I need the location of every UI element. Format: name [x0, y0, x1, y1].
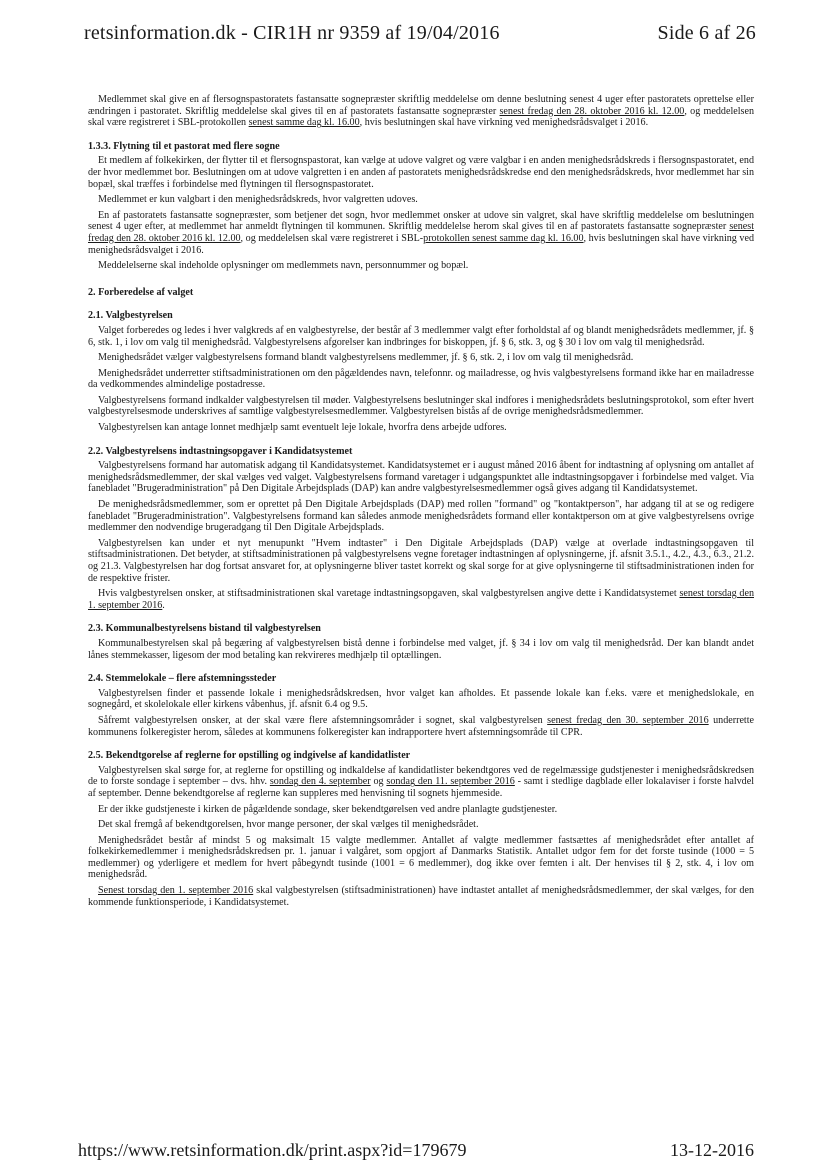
paragraph: Hvis valgbestyrelsen onsker, at stiftsadministrationen skal varetage indtastningsopgaven, skal valgbestyrelsen angive dette i Kandidatsystemet senest torsdag den 1. september 2016.: [88, 588, 754, 611]
paragraph: Et medlem af folkekirken, der flytter til et flersognspastorat, kan vælge at udove valgret og være valgbar i en anden menighedsrådskreds i flersognspastoratet, end der hvor medlemmet bor. Beslutningen om at udove valgretten i en anden af pastoratets menighedsrådskredse end den menighedsrådskreds, hvor medlemmet har sin bopæl, skal træffes i forbindelse med flytningen til flersognspastoratet.: [88, 155, 754, 190]
deadline-text: sondag den 11. september 2016: [386, 776, 515, 788]
deadline-text: senest torsdag den 1. september 2016: [88, 588, 754, 611]
deadline-text: senest samme dag kl. 16.00: [248, 117, 360, 129]
paragraph: Valgbestyrelsens formand har automatisk adgang til Kandidatsystemet. Kandidatsystemet er i august måned 2016 åbent for indtastning af oplysning om antallet af menighedsrådsmedlemmer, der skal vælges ved valget. Valgbestyrelsens formand varetager i udgangspunktet alle indtastningsopgaver i forbindelse med valget. Via fanebladet "Brugeradministration" på Den Digitale Arbejdsplads (DAP) kan andre valgbestyrelsesmedlemmer også gives adgang til Kandidatsystemet.: [88, 460, 754, 495]
page-number: Side 6 af 26: [657, 22, 756, 44]
paragraph: Valgbestyrelsen skal sørge for, at reglerne for opstilling og indkaldelse af kandidatlister bekendtgores ved de regelmæssige gudstjenester i menighedsrådskredsen de to forste sondage i september – dvs. hhv. sondag den 4. september og sondag den 11. september 2016 - samt i stedlige dagblade eller lokalaviser i forste halvdel af september. Denne bekendtgorelse af reglerne kan suppleres med henvisning til sognets hjemmeside.: [88, 764, 754, 799]
paragraph: En af pastoratets fastansatte sognepræster, som betjener det sogn, hvor medlemmet onsker at udove sin valgret, skal have skriftlig meddelelse om beslutningen senest 4 uger efter, at medlemmet har anmeldt flytningen til kommunen. Skriftlig meddelelse herom skal gives til en af pastoratets fastansatte sognepræster senest fredag den 28. oktober 2016 kl. 12.00, og meddelelsen skal være registreret i SBL-protokollen senest samme dag kl. 16.00, hvis beslutningen skal have virkning ved menighedsrådsvalget i 2016.: [88, 209, 754, 256]
section-heading-2-1: 2.1. Valgbestyrelsen: [88, 310, 173, 322]
paragraph: Valgbestyrelsens formand indkalder valgbestyrelsen til møder. Valgbestyrelsens beslutninger skal indfores i menighedsrådets beslutningsprotokol, som efter hvert valgbestyrelsesmode underskrives af samtlige valgbestyrelsesmedlemmer. Valgbestyrelsen bistås af de ovrige menighedsrådsmedlemmer.: [88, 394, 754, 418]
section-heading-2: 2. Forberedelse af valget: [88, 286, 194, 298]
deadline-text: senest fredag den 28. oktober 2016 kl. 12.00: [88, 221, 754, 244]
section-heading-2-5: 2.5. Bekendtgorelse af reglerne for opstilling og indgivelse af kandidatlister: [88, 750, 411, 762]
deadline-text: Senest torsdag den 1. september 2016: [98, 885, 254, 897]
section-heading-2-2: 2.2. Valgbestyrelsens indtastningsopgaver i Kandidatsystemet: [88, 445, 353, 457]
deadline-text: senest fredag den 30. september 2016: [547, 714, 709, 726]
paragraph: Menighedsrådet består af mindst 5 og maksimalt 15 valgte medlemmer. Antallet af valgte medlemmer fastsættes af menighedsrådet efter antallet af folkekirkemedlemmer i menighedsrådskredsen pr. 1. januar i valgåret, som opgjort af Danmarks Statistik. Antallet udgor fem for det forste tusinde (1000 = 5 medlemmer) og yderligere et medlem for hvert påbegyndt tusinde (1001 = 6 medlemmer), dog ikke over femten i alt. Der henvises til § 2, stk. 4, i lov om menighedsråd.: [88, 834, 754, 881]
paragraph: Valgbestyrelsen finder et passende lokale i menighedsrådskredsen, hvor valget kan afholdes. Et passende lokale kan f.eks. være et menighedslokale, en sognegård, et skolelokale eller kirkens våbenhus, jf. afsnit 6.4 og 9.5.: [88, 687, 754, 711]
section-heading-2-4: 2.4. Stemmelokale – flere afstemningssteder: [88, 673, 277, 685]
deadline-text: protokollen senest samme dag kl. 16.00: [423, 232, 584, 244]
footer-date: 13-12-2016: [670, 1140, 754, 1160]
document-header-title: retsinformation.dk - CIR1H nr 9359 af 19/04/2016: [84, 22, 500, 44]
deadline-text: sondag den 4. september: [269, 776, 371, 788]
paragraph: Valgbestyrelsen kan under et nyt menupunkt "Hvem indtaster" i Den Digitale Arbejdsplads (DAP) vælge at overlade indtastningsopgaven til stiftsadministrationen. Det betyder, at stiftsadministrationen på valgbestyrelsens vegne foretager indtastningen af oplysningerne, jf. afsnit 3.5.1., 4.2., 4.3., 6.3., 21.2. og 21.3. Valgbestyrelsen har dog fortsat ansvaret for, at oplysningerne bliver tastet korrekt og skal sorge for at give oplysningerne til stiftsadministrationen inden for de respektive frister.: [88, 537, 754, 584]
footer-url: https://www.retsinformation.dk/print.aspx?id=179679: [78, 1140, 467, 1160]
paragraph: Meddelelserne skal indeholde oplysninger om medlemmets navn, personnummer og bopæl.: [98, 260, 469, 272]
paragraph: Såfremt valgbestyrelsen onsker, at der skal være flere afstemningsområder i sognet, skal valgbestyrelsen senest fredag den 30. september 2016 underrette kommunens folkeregister herom, således at kommunens folkeregister kan indrapportere hvert afstemningsområde til CPR.: [88, 714, 754, 738]
paragraph: Medlemmet skal give en af flersognspastoratets fastansatte sognepræster skriftlig meddelelse om denne beslutning senest 4 uger efter pastoratets oprettelse eller ændringen i pastoratet. Skriftlig meddelelse skal gives til en af pastoratets fastansatte sognepræster senest fredag den 28. oktober 2016 kl. 12.00, og meddelelsen skal være registreret i SBL-protokollen senest samme dag kl. 16.00, hvis beslutningen skal have virkning ved menighedsrådsvalget i 2016.: [88, 94, 754, 129]
paragraph: Medlemmet er kun valgbart i den menighedsrådskreds, hvor valgretten udoves.: [98, 194, 418, 206]
paragraph: Valgbestyrelsen kan antage lonnet medhjælp samt eventuelt leje lokale, hvorfra dens arbejde udfores.: [98, 422, 507, 434]
paragraph: De menighedsrådsmedlemmer, som er oprettet på Den Digitale Arbejdsplads (DAP) med rollen "formand" og "kontaktperson", har adgang til at se og redigere fanebladet "Brugeradministration". Valgbestyrelsens formand kan således anmode menighedsrådets formand eller kontaktperson om at give valgbestyrelsens ovrige medlemmer den nodvendige brugeradgang til Den Digitale Arbejdsplads.: [88, 499, 754, 534]
section-heading-2-3: 2.3. Kommunalbestyrelsens bistand til valgbestyrelsen: [88, 623, 321, 635]
paragraph: Er der ikke gudstjeneste i kirken de pågældende sondage, sker bekendtgørelsen ved andre planlagte gudstjenester.: [98, 803, 558, 815]
paragraph: Valget forberedes og ledes i hver valgkreds af en valgbestyrelse, der består af 3 medlemmer valgt efter forholdstal af og blandt menighedsrådets medlemmer, jf. § 6, stk. 1, i lov om valg til menighedsråd. Valgbestyrelsens afgorelser kan indbringes for biskoppen, jf. § 6, stk. 3, og § 30 i lov om valg til menighedsråd.: [88, 324, 754, 348]
deadline-text: senest fredag den 28. oktober 2016 kl. 12.00: [499, 105, 685, 117]
paragraph: Kommunalbestyrelsen skal på begæring af valgbestyrelsen bistå denne i forbindelse med valget, jf. § 34 i lov om valg til menighedsråd. Der kan blandt andet lånes stemmekasser, ligesom der mod betaling kan rekvireres medhjælp til optællingen.: [88, 637, 754, 661]
paragraph: Menighedsrådet vælger valgbestyrelsens formand blandt valgbestyrelsens medlemmer, jf. § 6, stk. 2, i lov om valg til menighedsråd.: [98, 352, 634, 364]
paragraph: Menighedsrådet underretter stiftsadministrationen om den pågældendes navn, telefonnr. og mailadresse, og hvis valgbestyrelsens formand ikke har en mailadresse da vedkommendes almindelige postadresse.: [88, 367, 754, 391]
paragraph: Senest torsdag den 1. september 2016 skal valgbestyrelsen (stiftsadministrationen) have indtastet antallet af menighedsrådsmedlemmer, der skal vælges, for den kommende funktionsperiode, i Kandidatsystemet.: [88, 885, 754, 908]
document-body: [88, 94, 754, 1106]
paragraph: Det skal fremgå af bekendtgorelsen, hvor mange personer, der skal vælges til menighedsrådet.: [98, 819, 479, 831]
section-heading-1-3-3: 1.3.3. Flytning til et pastorat med flere sogne: [88, 140, 280, 152]
